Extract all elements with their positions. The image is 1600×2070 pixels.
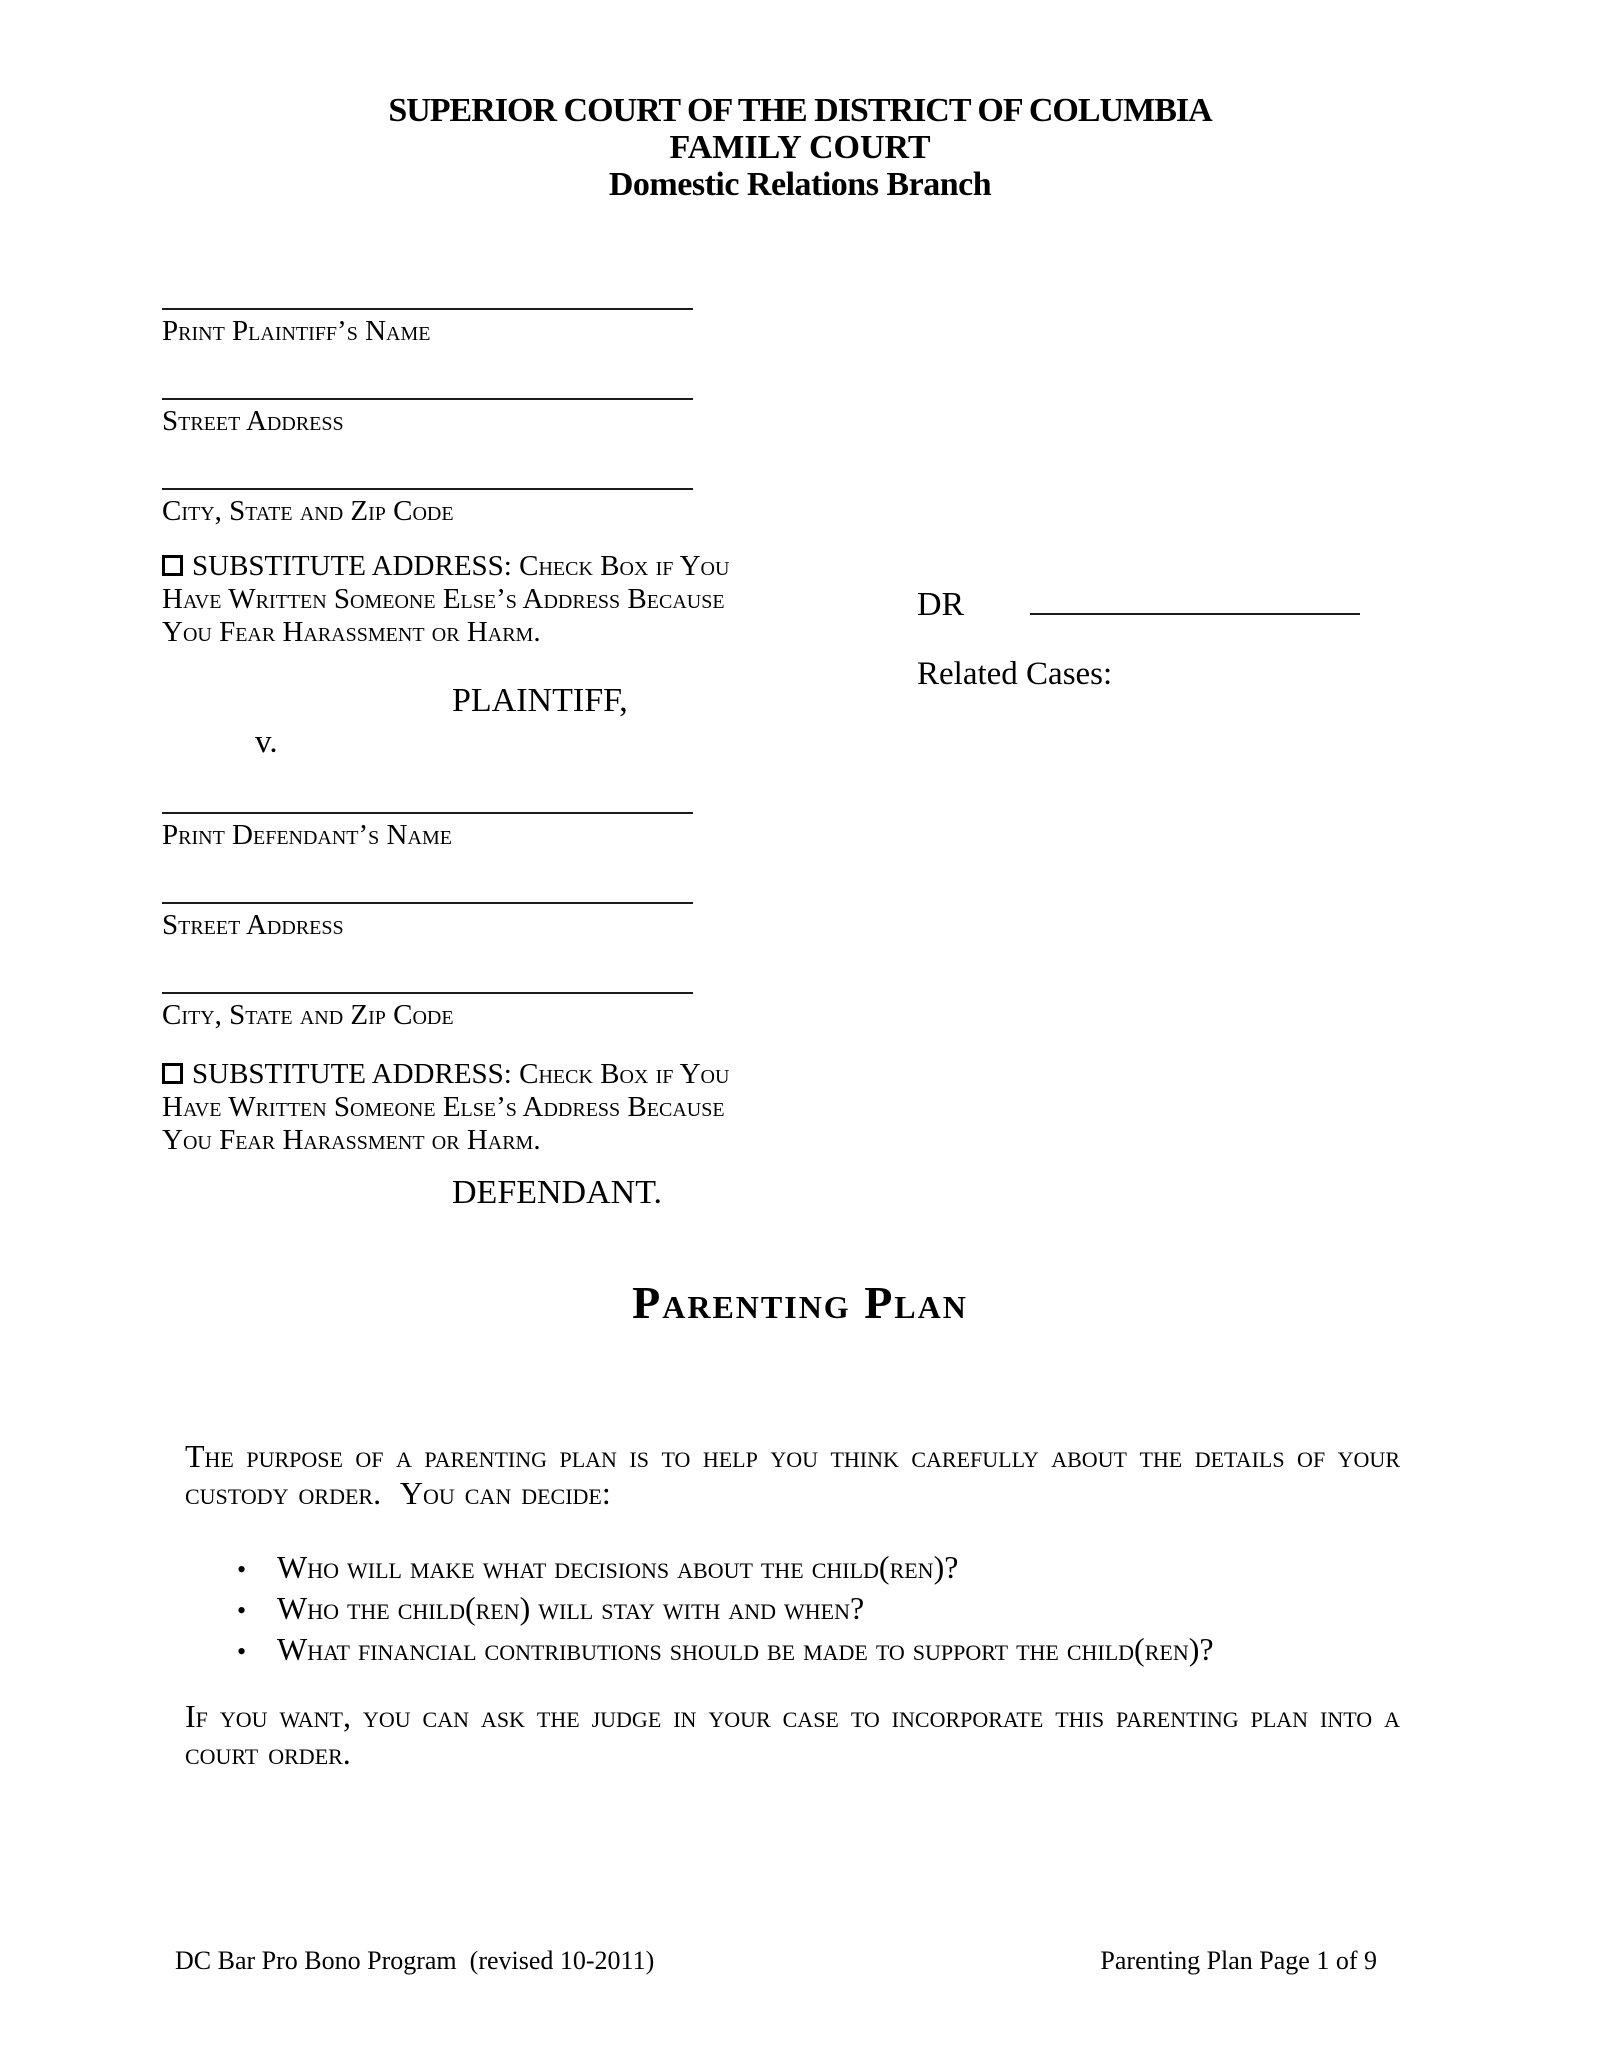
purpose-paragraph: The purpose of a parenting plan is to help you think carefully about the details of your custody order. You can decide: (185, 1438, 1400, 1511)
plaintiff-city-field-line[interactable] (162, 488, 693, 490)
footer-page-number: Parenting Plan Page 1 of 9 (1100, 1946, 1377, 1975)
plaintiff-name-field-line[interactable] (162, 308, 693, 310)
court-division: FAMILY COURT (669, 129, 931, 166)
dr-case-number-field-line[interactable] (1030, 613, 1360, 615)
plaintiff-name-label: Print Plaintiff’s Name (162, 315, 431, 347)
related-cases-label: Related Cases: (917, 656, 1113, 692)
plaintiff-city-label: City, State and Zip Code (162, 495, 454, 527)
dr-case-number-label: DR (917, 586, 965, 623)
bullet-text: Who the child(ren) will stay with and when? (277, 1590, 865, 1626)
court-branch: Domestic Relations Branch (608, 166, 992, 203)
substitute-line-3: You Fear Harassment or Harm. (162, 1124, 541, 1156)
plaintiff-substitute-address-block (162, 550, 730, 649)
incorporate-paragraph: If you want, you can ask the judge in your case to incorporate this parenting plan into a court order. (185, 1698, 1400, 1771)
substitute-line-2: Have Written Someone Else’s Address Because (162, 583, 725, 615)
defendant-street-field-line[interactable] (162, 902, 693, 904)
defendant-name-label: Print Defendant’s Name (162, 819, 452, 851)
substitute-text: SUBSTITUTE ADDRESS: Check Box if You (192, 550, 730, 582)
bullet-text: Who will make what decisions about the child(ren)? (277, 1549, 959, 1585)
court-header (0, 92, 1600, 203)
court-name: SUPERIOR COURT OF THE DISTRICT OF COLUMBIA (388, 92, 1212, 129)
document-title: Parenting Plan (632, 1277, 968, 1328)
list-item (237, 1548, 1407, 1589)
decision-bullet-list (237, 1548, 1407, 1671)
plaintiff-street-label: Street Address (162, 405, 344, 437)
list-item (237, 1589, 1407, 1630)
defendant-substitute-address-checkbox[interactable] (162, 1063, 183, 1084)
bullet-icon: • (237, 1596, 247, 1625)
defendant-substitute-address-block (162, 1058, 730, 1157)
bullet-icon: • (237, 1555, 247, 1584)
substitute-text: SUBSTITUTE ADDRESS: Check Box if You (192, 1058, 730, 1090)
defendant-party-label: DEFENDANT. (452, 1174, 662, 1211)
substitute-line-3: You Fear Harassment or Harm. (162, 616, 541, 648)
defendant-city-field-line[interactable] (162, 992, 693, 994)
substitute-line-1 (162, 550, 730, 583)
defendant-name-field-line[interactable] (162, 812, 693, 814)
bullet-icon: • (237, 1637, 247, 1666)
versus-label: v. (255, 724, 278, 760)
defendant-street-label: Street Address (162, 909, 344, 941)
plaintiff-substitute-address-checkbox[interactable] (162, 555, 183, 576)
list-item (237, 1630, 1407, 1671)
footer-program-credit: DC Bar Pro Bono Program (revised 10-2011) (175, 1946, 655, 1975)
plaintiff-street-field-line[interactable] (162, 398, 693, 400)
bullet-text: What financial contributions should be made to support the child(ren)? (277, 1631, 1214, 1667)
substitute-line-1 (162, 1058, 730, 1091)
substitute-line-2: Have Written Someone Else’s Address Because (162, 1091, 725, 1123)
plaintiff-party-label: PLAINTIFF, (452, 682, 628, 719)
defendant-city-label: City, State and Zip Code (162, 999, 454, 1031)
